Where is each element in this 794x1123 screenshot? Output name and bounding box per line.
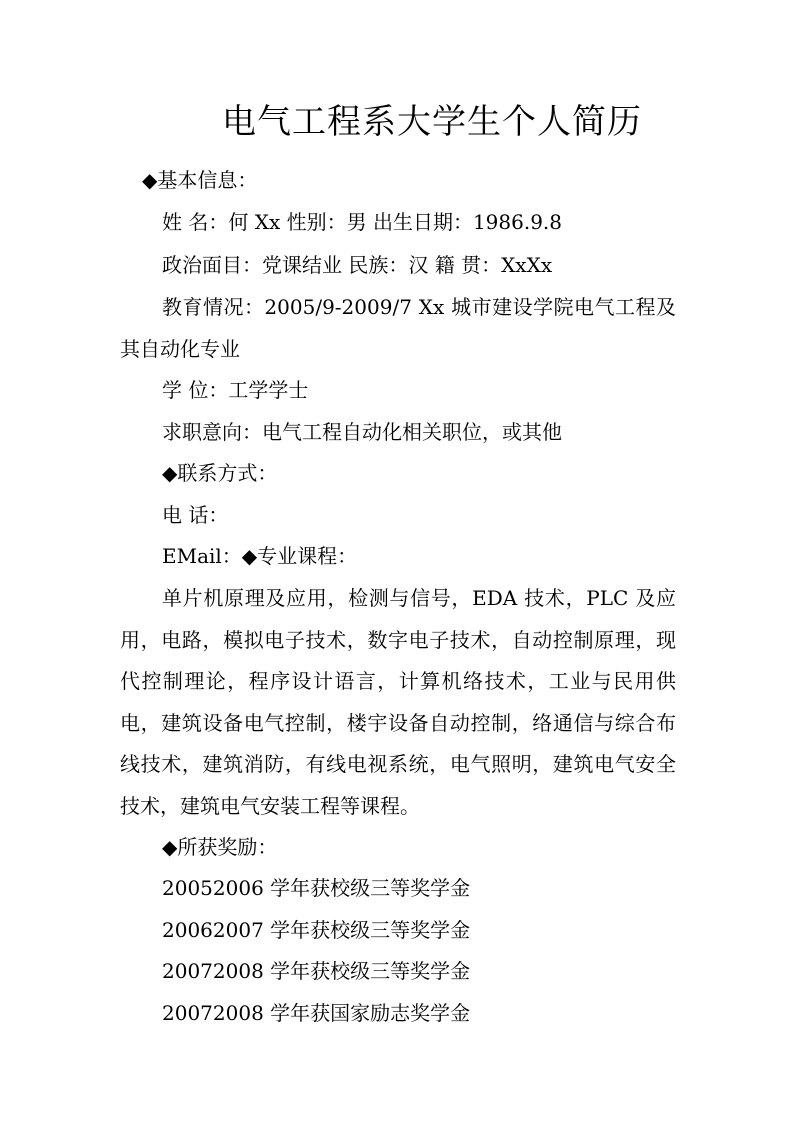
award-item: 20062007 学年获校级三等奖学金 — [162, 918, 471, 942]
political-line: 政治面目：党课结业 民族：汉 籍 贯：XxXx — [162, 253, 553, 277]
contact-heading: ◆联系方式： — [162, 461, 278, 485]
award-item: 20072008 学年获校级三等奖学金 — [162, 959, 471, 983]
page-title: 电气工程系大学生个人简历 — [222, 102, 642, 142]
job-intention-line: 求职意向：电气工程自动化相关职位，或其他 — [162, 420, 562, 444]
name-line: 姓 名：何 Xx 性别：男 出生日期：1986.9.8 — [162, 210, 563, 234]
education-line: 教育情况：2005/9-2009/7 Xx 城市建设学院电气工程及其自动化专业 — [120, 295, 676, 361]
award-item: 20072008 学年获国家励志奖学金 — [162, 1001, 471, 1025]
phone-line: 电 话： — [162, 503, 229, 527]
award-item: 20052006 学年获校级三等奖学金 — [162, 876, 471, 900]
email-courses-line: EMail：◆专业课程： — [162, 544, 358, 568]
basic-info-heading: ◆基本信息： — [142, 168, 258, 192]
awards-heading: ◆所获奖励： — [162, 835, 278, 859]
degree-line: 学 位：工学学士 — [162, 378, 309, 402]
courses-paragraph: 单片机原理及应用，检测与信号，EDA 技术，PLC 及应用，电路，模拟电子技术，数字电子技术，自动控制原理，现代控制理论，程序设计语言，计算机络技术，工业与民用供电，建筑设备电气控制，楼宇设备自动控制，络通信与综合布线技术，建筑消防，有线电视系统，电气照明，建筑电气安全技术，建筑电气安装工程等课程。 — [120, 586, 676, 818]
